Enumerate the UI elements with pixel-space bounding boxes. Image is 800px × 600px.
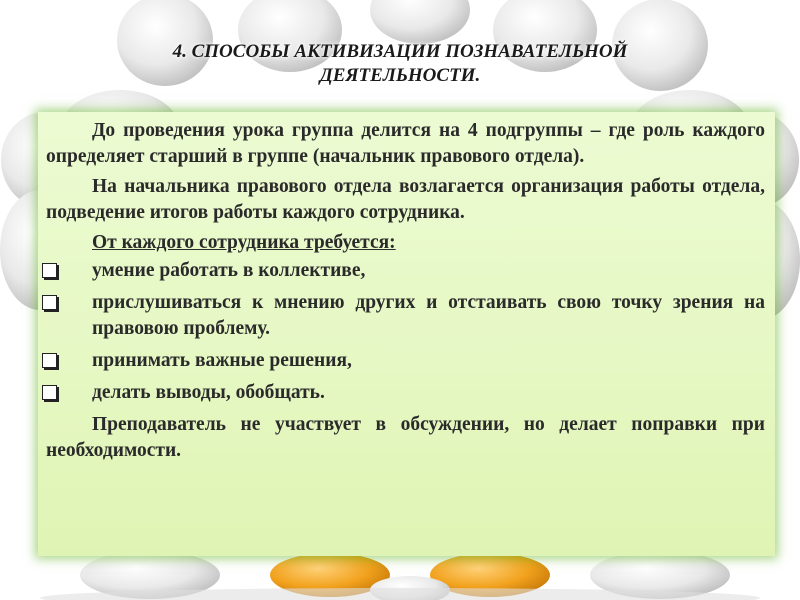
paragraph-groups: До проведения урока группа делится на 4 подгруппы – где роль каждого определяет старший в группе (начальник правового отдела).	[46, 120, 765, 167]
requirements-list	[46, 258, 765, 406]
content-panel	[38, 112, 775, 556]
requirements-heading: От каждого сотрудника требуется:	[92, 232, 396, 253]
list-item	[46, 348, 765, 374]
slide-title-line-2: ДЕЯТЕЛЬНОСТИ.	[319, 65, 481, 86]
checkbox-bullet-icon	[42, 263, 57, 278]
figure-head-5	[370, 0, 470, 44]
list-item	[46, 290, 765, 342]
list-item	[46, 258, 765, 284]
checkbox-bullet-icon	[42, 385, 57, 400]
checkbox-bullet-icon	[42, 295, 57, 310]
checkbox-bullet-icon	[42, 353, 57, 368]
slide-title	[110, 40, 690, 88]
list-item	[46, 380, 765, 406]
list-item-text: делать выводы, обобщать.	[92, 382, 325, 403]
slide-title-line-1: 4. СПОСОБЫ АКТИВИЗАЦИИ ПОЗНАВАТЕЛЬНОЙ	[172, 41, 628, 62]
paragraph-head-duties: На начальника правового отдела возлагается организация работы отдела, подведение итогов работы каждого сотрудника.	[46, 176, 765, 223]
list-item-text: умение работать в коллективе,	[92, 260, 366, 281]
list-item-text: прислушиваться к мнению других и отстаивать свою точку зрения на правовою проблему.	[92, 292, 765, 339]
list-item-text: принимать важные решения,	[92, 350, 352, 371]
paragraph-teacher-role: Преподаватель не участвует в обсуждении, но делает поправки при необходимости.	[46, 414, 765, 461]
